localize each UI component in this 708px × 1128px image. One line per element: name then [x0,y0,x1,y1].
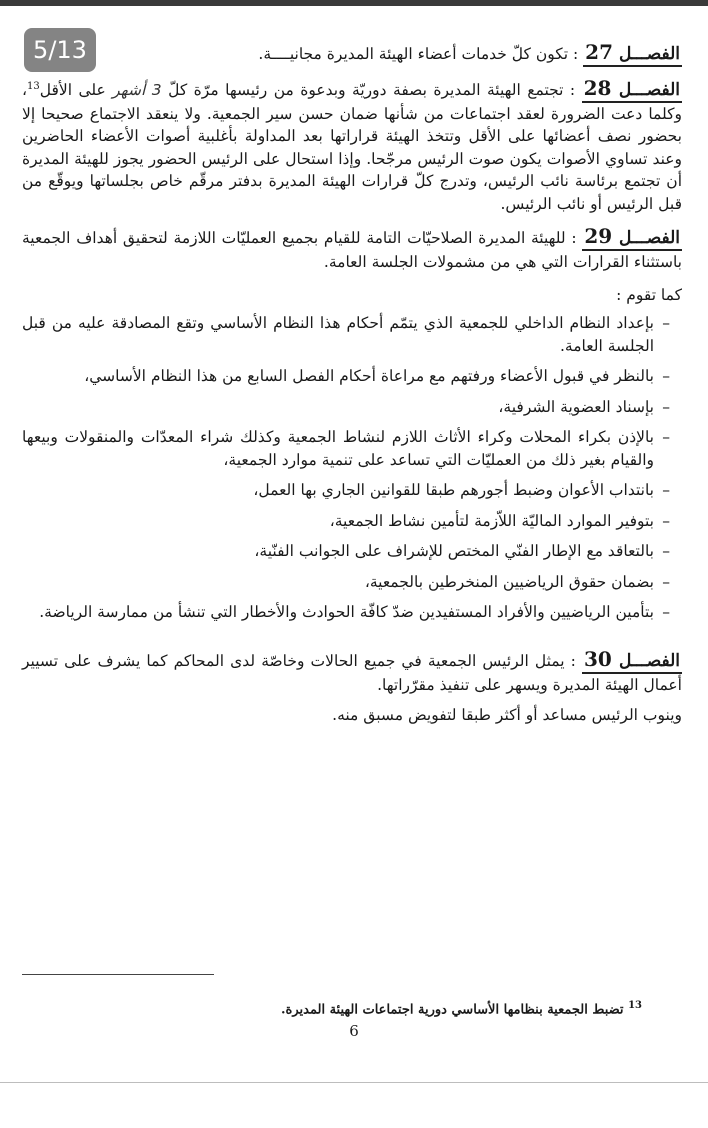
handwritten-annotation: 3 أشهر [112,81,162,99]
article-29 [22,222,682,273]
footnote-divider [22,974,214,975]
footnote [22,1000,642,1017]
list-item: – بتوفير الموارد الماليّة اللاّزمة لتأمين نشاط الجمعية، [329,511,670,530]
duties-list [22,312,682,623]
article-28-text-after: على الأقل [39,81,106,99]
viewer-bottom-divider [0,1082,708,1083]
footnote-reference: 13 [27,80,40,92]
article-label: الفصـــل 30 [582,651,682,674]
article-label: الفصـــل 27 [583,44,682,67]
list-item: – بانتداب الأعوان وضبط أجورهم طبقا للقوانين الجاري بها العمل، [253,481,670,500]
article-29-text: : للهيئة المديرة الصلاحيّات التامة للقيام بجميع العمليّات اللازمة لتحقيق أهداف الجمعية باستثناء القرارات التي هي من مشمولات الجلسة العامة. [22,229,682,272]
footnote-text: تضبط الجمعية بنظامها الأساسي دورية اجتماعات الهيئة المديرة. [281,1002,624,1018]
footnote-number: 13 [628,1000,642,1011]
article-label: الفصـــل 28 [582,80,682,103]
list-item: – بالإذن بكراء المحلات وكراء الأثاث اللازم لنشاط الجمعية وكذلك شراء المعدّات والمنقولات وبيعها والقيام بغير ذلك من العمليّات التي تساعد على تنمية موارد الجمعية، [22,428,670,469]
article-27-text: : تكون كلّ خدمات أعضاء الهيئة المديرة مجانيــــة. [258,45,579,63]
list-item: – بإعداد النظام الداخلي للجمعية الذي يتمّم أحكام هذا النظام الأساسي وتقع المصادقة عليه من قبل الجلسة العامة. [22,314,670,355]
document-body [22,30,682,733]
list-item: – بتأمين الرياضيين والأفراد المستفيدين ضدّ كافّة الحوادث والأخطار التي تنشأ من ممارسة الرياضة. [39,602,670,621]
article-30-text: : يمثل الرئيس الجمعية في جميع الحالات وخاصّة لدى المحاكم كما يشرف على تسيير أعمال الهيئة المديرة ويسهر على تنفيذ مقرّراتها. [22,652,682,695]
list-item: – بضمان حقوق الرياضيين المنخرطين بالجمعية، [364,572,670,591]
list-item: – بالنظر في قبول الأعضاء ورفتهم مع مراعاة أحكام الفصل السابع من هذا النظام الأساسي، [84,367,670,386]
duties-intro: كما تقوم : [616,285,682,304]
article-28-text: : تجتمع الهيئة المديرة بصفة دوريّة وبدعوة من رئيسها مرّة كلّ [168,81,576,99]
list-item: – بإسناد العضوية الشرفية، [498,397,670,416]
page-number: 6 [349,1022,359,1040]
article-27 [22,38,682,67]
list-item: – بالتعاقد مع الإطار الفنّي المختص للإشراف على الجوانب الفنّية، [254,542,670,561]
article-28-text-rest: ، وكلما دعت الضرورة لعقد اجتماعات من شأنها ضمان حسن سير الجمعية. ولا ينعقد الاجتماع صحيحا إلا بحضور نصف أعضائها على الأقل وتتخذ الهيئة قراراتها بعد المداولة بأغلبية أصوات الأعضاء الحاضرين وعند تساوي الأصوات يكون صوت الرئيس مرجّحا. وإذا استحال على الرئيس الحضور يجوز للهيئة المديرة أن تجتمع برئاسة نائب الرئيس، وتدرج كلّ قرارات الهيئة المديرة بدفتر مرقّم خاص بجلساتها ويوقّع من قبل الرئيس أو نائب الرئيس. [22,81,682,213]
viewer-top-bar [0,0,708,6]
article-30-deputy: وينوب الرئيس مساعد أو أكثر طبقا لتفويض مسبق منه. [332,705,682,724]
page-indicator: 5/13 [24,28,96,72]
article-28 [22,74,682,215]
article-label: الفصـــل 29 [582,228,682,251]
article-30 [22,645,682,696]
